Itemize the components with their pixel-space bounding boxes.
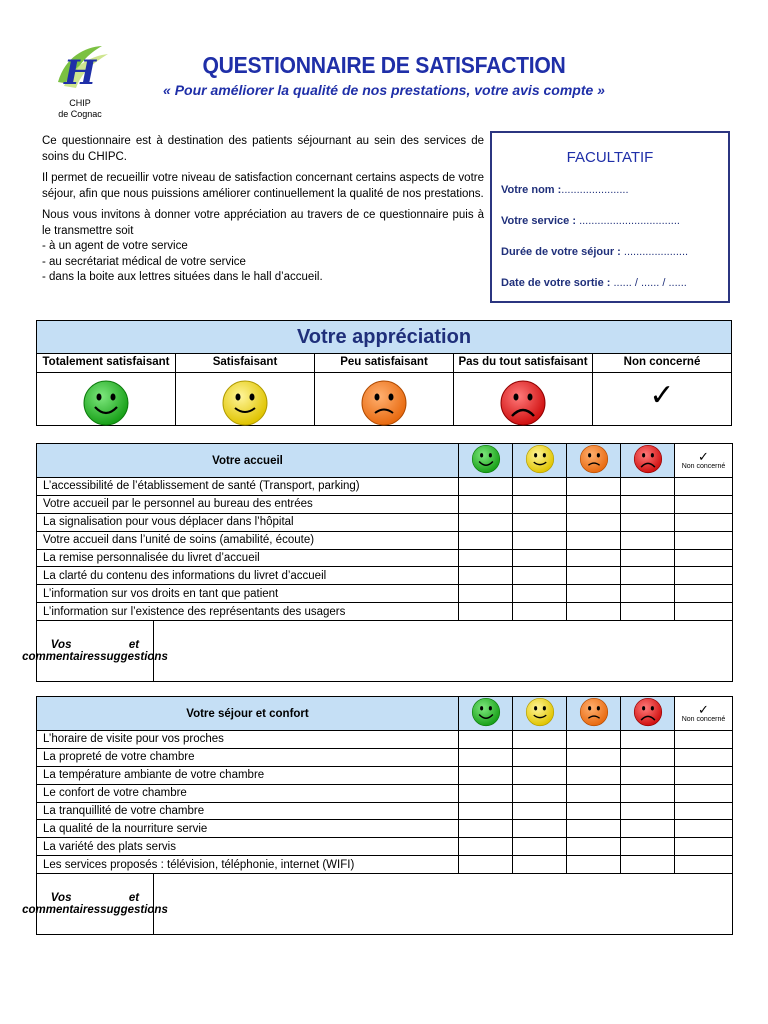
service-field-dots: ................................. [576,215,680,227]
smiley-orange-icon [579,444,609,474]
table-header-row [37,444,733,478]
answer-cell[interactable] [675,838,733,856]
stay-duration-label: Durée de votre séjour : [501,246,621,258]
section-title: Votre accueil [37,444,459,478]
col-header-orange [567,697,621,731]
answer-cell[interactable] [675,603,733,621]
page-title: QUESTIONNAIRE DE SATISFACTION [202,52,566,78]
intro-paragraph-1: Ce questionnaire est à destination des patients séjournant au sein des services de soins du CHIPC. [42,135,484,163]
question: La température ambiante de votre chambre [37,766,459,784]
answer-cell[interactable] [459,585,513,603]
table-row [37,567,733,585]
answer-cell[interactable] [459,531,513,549]
answer-cell[interactable] [567,495,621,513]
answer-cell[interactable] [567,748,621,766]
col-header-yellow [513,444,567,478]
answer-cell[interactable] [621,603,675,621]
answer-cell[interactable] [459,731,513,749]
answer-cell[interactable] [675,478,733,496]
smiley-red-icon [633,697,663,727]
legend-satisfied [176,353,315,425]
answer-cell[interactable] [513,748,567,766]
answer-cell[interactable] [675,802,733,820]
answer-cell[interactable] [513,549,567,567]
logo-letter: H [64,53,97,93]
name-field[interactable] [501,184,629,196]
table-row [37,495,733,513]
question: La remise personnalisée du livret d’accueil [37,549,459,567]
comments-label-line2: et suggestions [100,639,168,664]
service-field[interactable] [501,215,680,227]
smiley-yellow-icon [221,379,269,427]
question: Le confort de votre chambre [37,784,459,802]
answer-cell[interactable] [459,766,513,784]
table-row [37,513,733,531]
table-row [37,820,733,838]
intro-paragraph-3: Nous vous invitons à donner votre appréciation au travers de ce questionnaire puis à le transmettre soit [42,209,484,237]
answer-cell[interactable] [567,478,621,496]
legend-label: Totalement satisfaisant [37,353,175,373]
answer-cell[interactable] [513,784,567,802]
optional-info-box [490,131,730,303]
answer-cell[interactable] [567,603,621,621]
answer-cell[interactable] [621,495,675,513]
answer-cell[interactable] [621,820,675,838]
smiley-red-icon [499,379,547,427]
col-header-yellow [513,697,567,731]
question: La tranquillité de votre chambre [37,802,459,820]
question: La signalisation pour vous déplacer dans l’hôpital [37,513,459,531]
optional-box-title: FACULTATIF [566,149,654,166]
legend-totally-satisfied [37,353,176,425]
col-header-red [621,697,675,731]
question: La propreté de votre chambre [37,748,459,766]
comments-row [37,621,733,682]
answer-cell[interactable] [459,838,513,856]
comments-label-line2: et suggestions [100,892,168,917]
answer-cell[interactable] [567,531,621,549]
answer-cell[interactable] [513,513,567,531]
answer-cell[interactable] [675,820,733,838]
intro-bullet: - au secrétariat médical de votre service [42,255,246,268]
answer-cell[interactable] [459,513,513,531]
comments-row [37,874,733,935]
answer-cell[interactable] [567,838,621,856]
answer-cell[interactable] [513,856,567,874]
answer-cell[interactable] [513,838,567,856]
legend-label: Satisfaisant [176,353,314,373]
smiley-green-icon [471,697,501,727]
legend-not-satisfied-at-all [454,353,593,425]
answer-cell[interactable] [567,549,621,567]
answer-cell[interactable] [621,748,675,766]
intro-bullet: - à un agent de votre service [42,240,188,252]
name-field-dots: ...................... [561,184,629,196]
answer-cell[interactable] [513,567,567,585]
logo-graphic [40,42,120,102]
legend-label: Pas du tout satisfaisant [454,353,592,373]
answer-cell[interactable] [675,784,733,802]
answer-cell[interactable] [621,585,675,603]
table-row [37,748,733,766]
comments-wrapper [22,874,733,935]
answer-cell[interactable] [621,531,675,549]
table-row [37,856,733,874]
answer-cell[interactable] [513,603,567,621]
page-subtitle: « Pour améliorer la qualité de nos prestations, votre avis compte » [163,82,605,98]
smiley-green-icon [471,444,501,474]
answer-cell[interactable] [675,549,733,567]
answer-cell[interactable] [567,731,621,749]
question: La clarté du contenu des informations du livret d’accueil [37,567,459,585]
comments-label-line1: Vos commentaires [22,892,101,917]
answer-cell[interactable] [675,531,733,549]
name-field-label: Votre nom : [501,184,562,196]
col-header-green [459,697,513,731]
answer-cell[interactable] [675,513,733,531]
answer-cell[interactable] [621,513,675,531]
answer-cell[interactable] [459,567,513,585]
stay-duration-field[interactable] [501,246,688,258]
col-header-red [621,444,675,478]
not-concerned-label: Non concerné [681,463,726,470]
answer-cell[interactable] [675,766,733,784]
discharge-date-dots: ...... / ...... / ...... [610,277,687,289]
intro-text [42,134,484,286]
comments-label [22,874,168,934]
table-row [37,838,733,856]
stay-duration-dots: ..................... [620,246,689,258]
answer-cell[interactable] [675,585,733,603]
col-header-green [459,444,513,478]
answer-cell[interactable] [459,784,513,802]
section-title: Votre séjour et confort [37,697,459,731]
answer-cell[interactable] [675,567,733,585]
table-row [37,766,733,784]
answer-cell[interactable] [675,748,733,766]
intro-bullet: - dans la boite aux lettres situées dans le hall d’accueil. [42,271,323,283]
intro-bullets [42,239,484,286]
table-row [37,549,733,567]
question: Votre accueil dans l’unité de soins (amabilité, écoute) [37,531,459,549]
answer-cell[interactable] [567,784,621,802]
question: La variété des plats servis [37,838,459,856]
question: L’information sur l’existence des représentants des usagers [37,603,459,621]
comments-label-line1: Vos commentaires [22,639,101,664]
answer-cell[interactable] [459,748,513,766]
answer-cell[interactable] [567,513,621,531]
answer-cell[interactable] [459,856,513,874]
checkmark-icon: ✓ [649,379,675,412]
table-row [37,802,733,820]
smiley-orange-icon [360,379,408,427]
answer-cell[interactable] [459,549,513,567]
answer-cell[interactable] [513,531,567,549]
discharge-date-label: Date de votre sortie : [501,277,611,289]
col-header-orange [567,444,621,478]
answer-cell[interactable] [621,856,675,874]
smiley-yellow-icon [525,697,555,727]
answer-cell[interactable] [567,766,621,784]
survey-table-accueil [22,443,733,682]
question: Les services proposés : télévision, téléphonie, internet (WIFI) [37,856,459,874]
appreciation-title: Votre appréciation [37,321,731,354]
answer-cell[interactable] [513,585,567,603]
table-row [37,784,733,802]
answer-cell[interactable] [459,478,513,496]
answer-cell[interactable] [513,802,567,820]
comments-label [22,621,168,681]
legend-not-concerned [593,353,731,425]
answer-cell[interactable] [513,731,567,749]
smiley-green-icon [82,379,130,427]
not-concerned-label: Non concerné [681,716,726,723]
question: La qualité de la nourriture servie [37,820,459,838]
comments-wrapper [22,621,733,682]
answer-cell[interactable] [621,802,675,820]
answer-cell[interactable] [513,478,567,496]
comments-field[interactable] [154,874,732,934]
answer-cell[interactable] [567,820,621,838]
answer-cell[interactable] [513,495,567,513]
answer-cell[interactable] [621,784,675,802]
smiley-red-icon [633,444,663,474]
answer-cell[interactable] [621,838,675,856]
table-header-row [37,697,733,731]
answer-cell[interactable] [567,567,621,585]
smiley-yellow-icon [525,444,555,474]
answer-cell[interactable] [513,766,567,784]
answer-cell[interactable] [621,549,675,567]
logo-caption-line2: de Cognac [58,109,102,119]
answer-cell[interactable] [621,567,675,585]
question: L’accessibilité de l’établissement de santé (Transport, parking) [37,478,459,496]
logo-caption-line1: CHIP [69,98,91,108]
answer-cell[interactable] [675,495,733,513]
question: L’information sur vos droits en tant que patient [37,585,459,603]
answer-cell[interactable] [567,585,621,603]
col-header-not-concerned [675,444,733,478]
answer-cell[interactable] [675,731,733,749]
intro-paragraph-2: Il permet de recueillir votre niveau de satisfaction concernant certains aspects de votre séjour, afin que nous puissions améliorer continuellement la qualité de nos prestations. [42,172,484,200]
question: L’horaire de visite pour vos proches [37,731,459,749]
answer-cell[interactable] [459,802,513,820]
answer-cell[interactable] [459,495,513,513]
question: Votre accueil par le personnel au bureau des entrées [37,495,459,513]
answer-cell[interactable] [513,820,567,838]
table-row [37,731,733,749]
checkmark-icon: ✓ [698,449,709,464]
table-row [37,603,733,621]
answer-cell[interactable] [567,856,621,874]
table-row [37,531,733,549]
answer-cell[interactable] [621,478,675,496]
legend-not-very-satisfied [315,353,454,425]
checkmark-icon: ✓ [698,702,709,717]
answer-cell[interactable] [459,820,513,838]
legend-label: Peu satisfaisant [315,353,453,373]
survey-table-sejour [22,696,733,935]
appreciation-legend [36,320,732,426]
table-row [37,585,733,603]
answer-cell[interactable] [621,766,675,784]
answer-cell[interactable] [675,856,733,874]
legend-label: Non concerné [593,353,731,373]
answer-cell[interactable] [567,802,621,820]
answer-cell[interactable] [621,731,675,749]
smiley-orange-icon [579,697,609,727]
col-header-not-concerned [675,697,733,731]
table-row [37,478,733,496]
discharge-date-field[interactable] [501,277,687,289]
answer-cell[interactable] [459,603,513,621]
service-field-label: Votre service : [501,215,577,227]
comments-field[interactable] [154,621,732,681]
